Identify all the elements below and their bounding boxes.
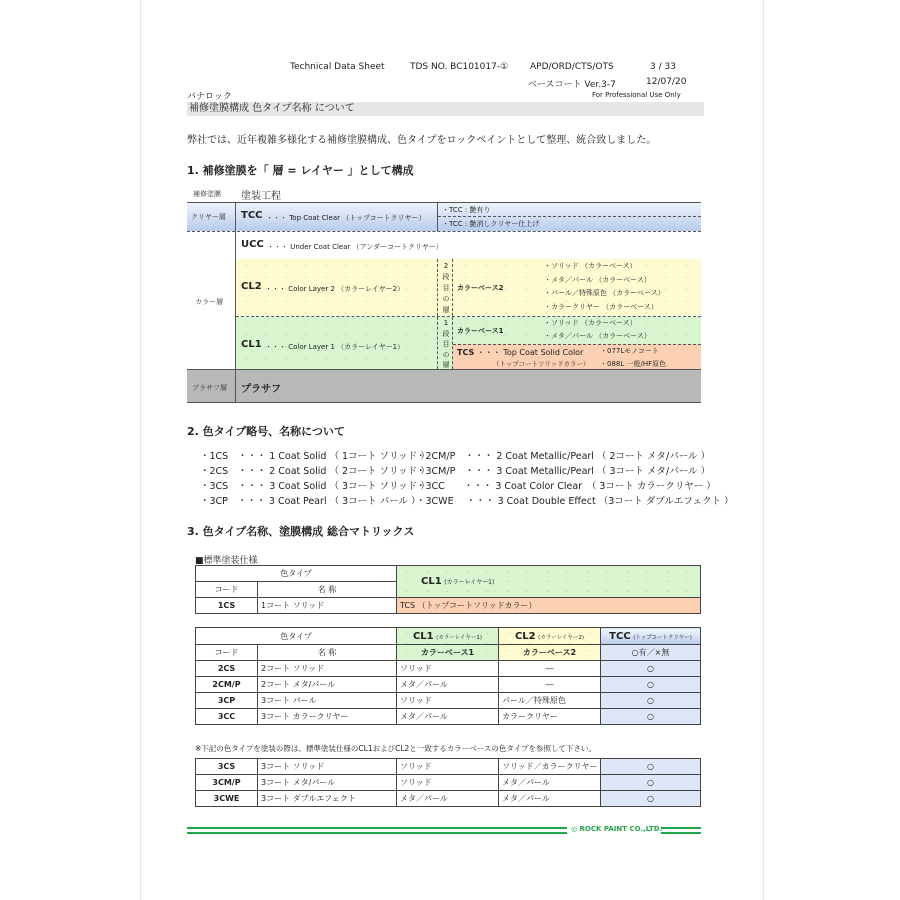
row-name: 2コート ソリッド — [258, 661, 397, 677]
tds-number: TDS NO. BC101017-① — [410, 62, 509, 72]
row-name: 3コート パール — [258, 693, 397, 709]
tcc-column-header: TCC (トップコートクリヤー) — [601, 628, 701, 645]
row-name: 1コート ソリッド — [258, 598, 397, 614]
tcs-description: ・・・ Top Coat Solid Color — [476, 348, 584, 357]
row-code: 2CS — [196, 661, 258, 677]
ucc-code: UCC — [241, 239, 264, 250]
stage-char: の — [442, 295, 450, 303]
tcc-note-matte: ・TCC : 艶消しクリヤー仕上げ — [442, 220, 540, 228]
base-item: ・3CP ・・・ 3 Coat Pearl （ 3コート パール ） — [200, 496, 421, 507]
stage-char: 1 — [443, 319, 449, 327]
ucc-description: ・・・ Under Coat Clear （アンダーコートクリヤー） — [267, 243, 443, 251]
professional-use-note: For Professional Use Only — [592, 91, 681, 99]
logo-icon: ◎ — [571, 825, 578, 833]
tcs-note-monocoat: ・077Lモノコート — [600, 347, 659, 355]
row-code: 3CWE — [196, 791, 258, 807]
row-code: 3CC — [196, 709, 258, 725]
doc-code: APD/ORD/CTS/OTS — [530, 62, 614, 72]
brand-name: パナロック — [187, 92, 232, 102]
column-head-film: 補修塗膜 — [193, 190, 221, 198]
base-item: ・パール／特殊原色 （カラーベース） — [544, 289, 665, 297]
column-head-process: 塗装工程 — [241, 191, 281, 202]
row-tcc: ○ — [601, 693, 701, 709]
stage-char: 層 — [442, 361, 450, 369]
standard-spec-table — [195, 565, 701, 614]
base1-items — [544, 317, 651, 343]
row-cl2: パール／特殊原色 — [499, 693, 601, 709]
tcs-subtitle: （トップコートソリッドカラー） — [493, 360, 590, 368]
cl2-code: CL2 — [241, 281, 262, 292]
row-code: 3CM/P — [196, 775, 258, 791]
tcc-code: TCC — [241, 210, 263, 221]
row-code: 3CP — [196, 693, 258, 709]
cl1-description: ・・・ Color Layer 1 （カラーレイヤー1） — [265, 343, 405, 351]
row-cl1-value: TCS （トップコートソリッドカラー） — [397, 598, 701, 614]
stage-char: 目 — [442, 340, 450, 348]
row-name: 3コート カラークリヤー — [258, 709, 397, 725]
base2-label: カラーベース2 — [457, 284, 504, 292]
base-item: ・3CS ・・・ 3 Coat Solid （ 3コート ソリッド ） — [200, 481, 430, 492]
primer-layer-label: プラサフ層 — [192, 384, 227, 392]
row-tcc: ○ — [601, 775, 701, 791]
intro-text: 弊社では、近年複雑多様化する補修塗膜構成、色タイプをロックペイントとして整理、統合致しました。 — [187, 135, 657, 146]
clear-layer-label: クリヤー層 — [191, 213, 226, 221]
stage-char: 段 — [442, 273, 450, 281]
base1-header: カラーベース1 — [397, 645, 499, 661]
color-type-header: 色タイプ — [196, 566, 397, 582]
code-header: コード — [196, 645, 258, 661]
base-item: ・3CWE ・・・ 3 Coat Double Effect （3コート ダブルエフェクト ） — [416, 496, 734, 507]
page-number: 3 / 33 — [650, 62, 676, 72]
table-row — [196, 759, 701, 775]
tcs-line — [457, 347, 583, 358]
base-item: ・2CM/P ・・・ 2 Coat Metallic/Pearl （ 2コート メタ/パール ） — [416, 451, 711, 462]
row-cl2: ソリッド／カラークリヤー — [499, 759, 601, 775]
stage-char: 段 — [442, 329, 450, 338]
company-logo-text: ◎ ROCK PAINT CO.,LTD. — [571, 825, 663, 833]
color-type-list-left — [200, 449, 430, 509]
stage2-vertical-label — [441, 261, 451, 316]
tcc-note-gloss: ・TCC : 艶有り — [442, 206, 491, 214]
base-item: ・2CS ・・・ 2 Coat Solid （ 2コート ソリッド ） — [200, 466, 430, 477]
stage1-vertical-label — [441, 318, 451, 371]
tcc-presence-header: ○有／×無 — [601, 645, 701, 661]
doc-date: 12/07/20 — [646, 77, 687, 87]
stage-char: 目 — [442, 284, 450, 292]
name-header: 名 称 — [258, 645, 397, 661]
primer-label: プラサフ — [241, 384, 281, 395]
tcc-description: ・・・ Top Coat Clear （トップコートクリヤー） — [266, 214, 426, 222]
table-row — [196, 709, 701, 725]
stage-char: の — [442, 350, 450, 359]
tcs-note-basecolor: ・088L 一般/HF原色 — [600, 360, 667, 368]
cl1-code: CL1 — [241, 339, 262, 350]
row-cl2: メタ／パール — [499, 791, 601, 807]
table-row — [196, 661, 701, 677]
stage-char: 2 — [443, 262, 449, 270]
row-name: 2コート メタ/パール — [258, 677, 397, 693]
cl2-description: ・・・ Color Layer 2 （カラーレイヤー2） — [265, 285, 405, 293]
footer-rule — [187, 827, 701, 837]
page-title: 補修塗膜構成 色タイプ名称 について — [187, 102, 704, 116]
additional-types-table — [195, 758, 701, 807]
row-cl1: ソリッド — [397, 661, 499, 677]
sheet-title: Technical Data Sheet — [290, 62, 385, 72]
base1-label: カラーベース1 — [457, 327, 504, 335]
row-name: 3コート ソリッド — [258, 759, 397, 775]
code-header: コード — [196, 582, 258, 598]
row-code: 3CS — [196, 759, 258, 775]
table-row — [196, 693, 701, 709]
color-type-header: 色タイプ — [196, 628, 397, 645]
row-cl1: ソリッド — [397, 759, 499, 775]
cl2-column-header: CL2 (カラーレイヤー2) — [499, 628, 601, 645]
standard-spec-heading: ■標準塗装仕様 — [195, 556, 258, 566]
section3-heading: 3. 色タイプ名称、塗膜構成 総合マトリックス — [187, 525, 415, 538]
base-item: ・ソリッド （カラーベース） — [544, 319, 637, 327]
color-layer-label: カラー層 — [195, 298, 223, 306]
row-cl2: ― — [499, 661, 601, 677]
primer-layer — [236, 369, 701, 402]
row-cl1: メタ／パール — [397, 709, 499, 725]
table-row — [196, 791, 701, 807]
row-cl2: ― — [499, 677, 601, 693]
row-cl1: メタ／パール — [397, 677, 499, 693]
base2-header: カラーベース2 — [499, 645, 601, 661]
base-item: ・1CS ・・・ 1 Coat Solid （ 1コート ソリッド ） — [200, 451, 430, 462]
base-item: ・カラークリヤー （カラーベース） — [544, 302, 658, 311]
name-header: 名 称 — [258, 582, 397, 598]
row-tcc: ○ — [601, 661, 701, 677]
matrix-table — [195, 627, 701, 725]
base-item: ・メタ／パール （カラーベース） — [544, 332, 651, 340]
row-cl1: メタ／パール — [397, 791, 499, 807]
row-tcc: ○ — [601, 677, 701, 693]
cl1-column-header: CL1 (カラーレイヤー1) — [397, 628, 499, 645]
row-cl1: ソリッド — [397, 775, 499, 791]
product-version: ベースコート Ver.3-7 — [528, 80, 616, 90]
reference-note: ※下記の色タイプを塗装の際は、標準塗装仕様のCL1およびCL2と一致するカラーベースの色タイプを参照して下さい。 — [195, 744, 597, 753]
row-name: 3コート ダブルエフェクト — [258, 791, 397, 807]
row-tcc: ○ — [601, 791, 701, 807]
section2-heading: 2. 色タイプ略号、名称について — [187, 425, 345, 438]
row-name: 3コート メタ/パール — [258, 775, 397, 791]
row-cl2: カラークリヤー — [499, 709, 601, 725]
tcs-code: TCS — [457, 348, 475, 357]
base-item: ・ソリッド （カラーベース） — [544, 262, 637, 270]
section1-heading: 1. 補修塗膜を「 層 = レイヤー 」として構成 — [187, 164, 414, 177]
row-code: 1CS — [196, 598, 258, 614]
table-row — [196, 677, 701, 693]
base2-items — [544, 260, 665, 314]
color-type-list-right — [416, 449, 733, 509]
row-tcc: ○ — [601, 759, 701, 775]
base-item: ・3CC ・・・ 3 Coat Color Clear （ 3コート カラークリヤー ） — [416, 481, 716, 492]
table-row — [196, 775, 701, 791]
base-item: ・3CM/P ・・・ 3 Coat Metallic/Pearl （ 3コート メタ/パール ） — [416, 466, 711, 477]
cl1-column-header: CL1 (カラーレイヤー1) — [397, 566, 701, 598]
base-item: ・メタ／パール （カラーベース） — [544, 275, 651, 284]
row-tcc: ○ — [601, 709, 701, 725]
row-cl1: ソリッド — [397, 693, 499, 709]
stage-char: 層 — [442, 306, 450, 314]
row-code: 2CM/P — [196, 677, 258, 693]
layer-diagram — [187, 184, 701, 403]
row-cl2: メタ／パール — [499, 775, 601, 791]
